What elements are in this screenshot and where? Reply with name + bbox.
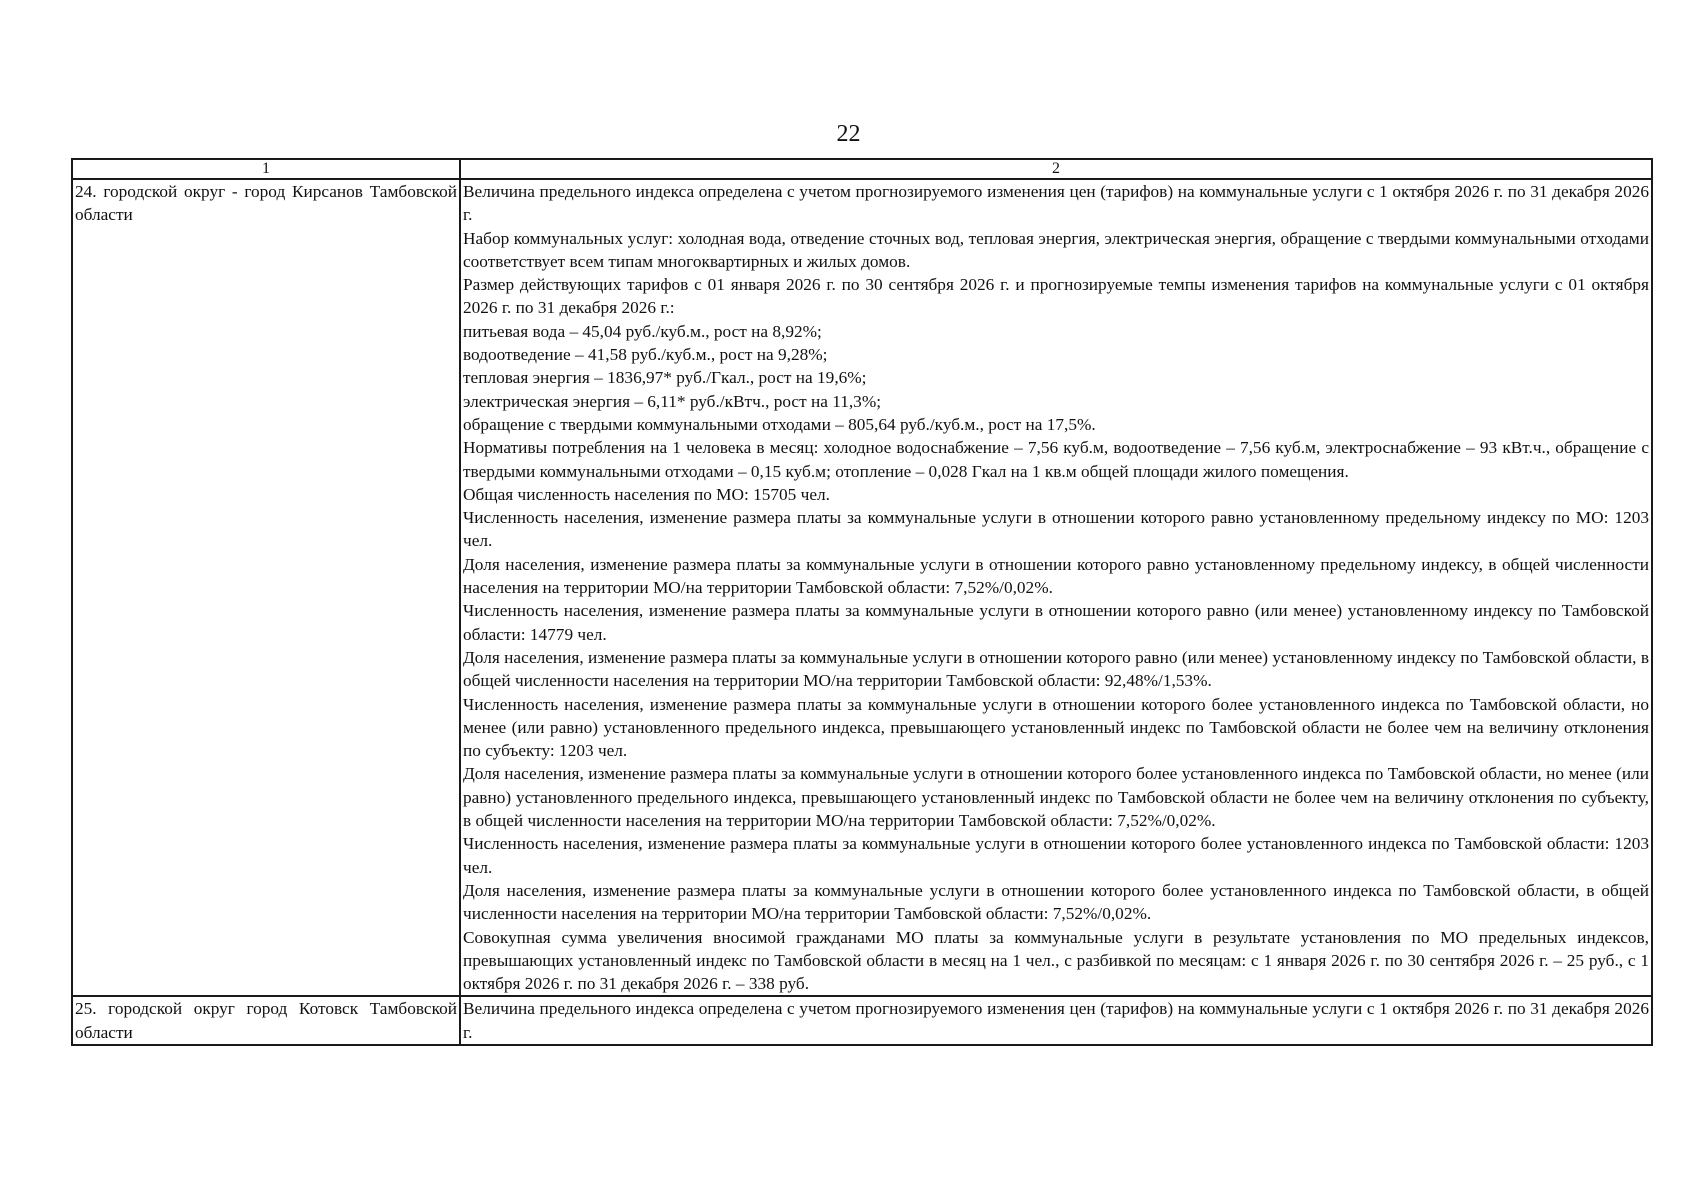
description-cell [460,996,1652,1045]
tariff-line: водоотведение – 41,58 руб./куб.м., рост на 9,28%; [463,345,828,365]
description-paragraph: Численность населения, изменение размера платы за коммунальные услуги в отношении которого более установленного индекса по Тамбовской области, но менее (или равно) установленного предельного индекса, превышающего установленный индекс по Тамбовской области не более чем на величину отклонения по субъекту: 1203 чел. [463,694,1649,761]
description-paragraph: Доля населения, изменение размера платы за коммунальные услуги в отношении которого равно (или менее) установленному индексу по Тамбовской области, в общей численности населения на территории МО/на территории Тамбовской области: 92,48%/1,53%. [463,647,1649,691]
description-paragraph: Численность населения, изменение размера платы за коммунальные услуги в отношении которого равно установленному предельному индексу по МО: 1203 чел. [463,508,1649,551]
column-header-2: 2 [460,159,1652,179]
description-paragraph: Численность населения, изменение размера платы за коммунальные услуги в отношении которого равно (или менее) установленному индексу по Тамбовской области: 14779 чел. [463,601,1649,644]
page-number: 22 [836,121,861,147]
description-paragraph: Нормативы потребления на 1 человека в месяц: холодное водоснабжение – 7,56 куб.м, водоотведение – 7,56 куб.м, электроснабжение – 93 кВт.ч., обращение с твердыми коммунальными отходами – 0,15 куб.м; отопление – 0,028 Гкал на 1 кв.м общей площади жилого помещения. [463,438,1649,481]
description-paragraph: Величина предельного индекса определена с учетом прогнозируемого изменения цен (тарифов) на коммунальные услуги с 1 октября 2026 г. по 31 декабря 2026 г. [463,182,1649,225]
tariff-table [71,158,1653,1046]
description-paragraph: Доля населения, изменение размера платы за коммунальные услуги в отношении которого более установленного индекса по Тамбовской области, но менее (или равно) установленного предельного индекса, превышающего установленный индекс по Тамбовской области не более чем на величину отклонения по субъекту, в общей численности населения на территории МО/на территории Тамбовской области: 7,52%/0,02%. [463,764,1649,831]
description-paragraph: Доля населения, изменение размера платы за коммунальные услуги в отношении которого равно установленному предельному индексу, в общей численности населения на территории МО/на территории Тамбовской области: 7,52%/0,02%. [463,554,1649,598]
municipality-name: 24. городской округ - город Кирсанов Тамбовской области [72,179,460,996]
table-row-kirsanov [72,179,1652,996]
description-paragraph: Размер действующих тарифов с 01 января 2026 г. по 30 сентября 2026 г. и прогнозируемые темпы изменения тарифов на коммунальные услуги с 01 октября 2026 г. по 31 декабря 2026 г.: [463,275,1649,318]
description-paragraph: Общая численность населения по МО: 15705 чел. [463,484,830,504]
description-paragraph: Доля населения, изменение размера платы за коммунальные услуги в отношении которого более установленного индекса по Тамбовской области, в общей численности населения на территории МО/на территории Тамбовской области: 7,52%/0,02%. [463,880,1649,924]
description-paragraph: Численность населения, изменение размера платы за коммунальные услуги в отношении которого более установленного индекса по Тамбовской области: 1203 чел. [463,834,1649,877]
tariff-line: электрическая энергия – 6,11* руб./кВтч., рост на 11,3%; [463,391,882,411]
column-header-1: 1 [72,159,460,179]
tariff-line: обращение с твердыми коммунальными отходами – 805,64 руб./куб.м., рост на 17,5%. [463,414,1096,434]
municipality-name: 25. городской округ город Котовск Тамбовской области [72,996,460,1045]
tariff-line: тепловая энергия – 1836,97* руб./Гкал., рост на 19,6%; [463,368,867,388]
description-cell [460,179,1652,996]
tariff-line: питьевая вода – 45,04 руб./куб.м., рост на 8,92%; [463,321,822,341]
description-paragraph: Совокупная сумма увеличения вносимой гражданами МО платы за коммунальные услуги в результате установления по МО предельных индексов, превышающих установленный индекс по Тамбовской области в месяц на 1 чел., с разбивкой по месяцам: с 1 января 2026 г. по 30 сентября 2026 г. – 25 руб., с 1 октября 2026 г. по 31 декабря 2026 г. – 338 руб. [463,927,1649,994]
table-row-kotovsk [72,996,1652,1045]
description-paragraph: Набор коммунальных услуг: холодная вода, отведение сточных вод, тепловая энергия, электрическая энергия, обращение с твердыми коммунальными отходами соответствует всем типам многоквартирных и жилых домов. [463,228,1649,271]
table-header-row [72,159,1652,179]
description-paragraph: Величина предельного индекса определена с учетом прогнозируемого изменения цен (тарифов) на коммунальные услуги с 1 октября 2026 г. по 31 декабря 2026 г. [463,999,1649,1042]
